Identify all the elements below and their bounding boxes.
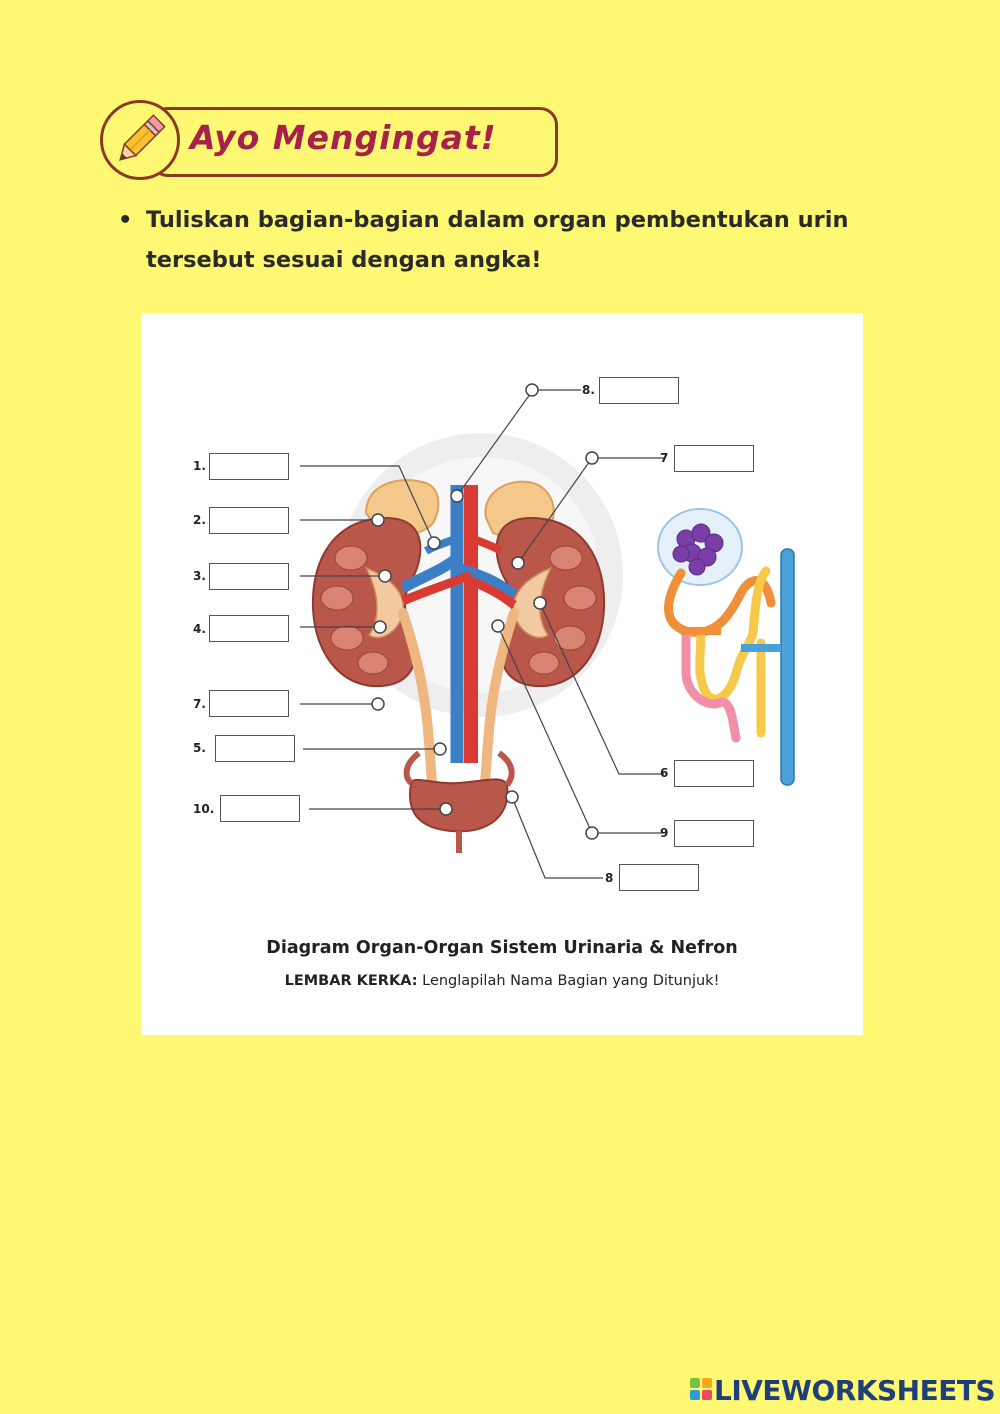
answer-box-1[interactable] <box>209 453 289 480</box>
caption-sub-bold: LEMBAR KERKA: <box>284 973 418 989</box>
diagram-illustration <box>141 313 863 1035</box>
answer-box-9[interactable] <box>674 820 754 847</box>
label-8: 8. <box>582 383 595 397</box>
nephron-illustration <box>658 509 794 785</box>
answer-box-2[interactable] <box>209 507 289 534</box>
answer-box-6[interactable] <box>674 760 754 787</box>
label-9: 9 <box>660 826 669 840</box>
answer-box-8[interactable] <box>599 377 679 404</box>
label-4: 4. <box>193 622 206 636</box>
label-6: 6 <box>660 766 669 780</box>
label-3: 3. <box>193 569 206 583</box>
label-7-left: 7. <box>193 697 206 711</box>
banner-icon-circle <box>100 100 180 180</box>
header-banner <box>100 100 560 180</box>
pencil-icon <box>103 103 177 177</box>
label-2: 2. <box>193 513 206 527</box>
label-10: 10. <box>193 802 215 816</box>
label-5: 5. <box>193 741 206 755</box>
answer-box-3[interactable] <box>209 563 289 590</box>
liveworksheets-logo-icon <box>690 1378 712 1400</box>
page-title: Ayo Mengingat! <box>190 118 497 157</box>
caption-sub-text: Lenglapilah Nama Bagian yang Ditunjuk! <box>417 973 720 989</box>
answer-box-5[interactable] <box>215 735 295 762</box>
answer-box-8-bottom[interactable] <box>619 864 699 891</box>
urinary-bladder <box>410 779 507 831</box>
label-7-right: 7 <box>660 451 669 465</box>
answer-box-7-left[interactable] <box>209 690 289 717</box>
label-8-bottom: 8 <box>605 871 614 885</box>
brand-name: LIVEWORKSHEETS <box>714 1374 996 1407</box>
diagram-caption-subtitle <box>141 973 863 989</box>
label-1: 1. <box>193 459 206 473</box>
answer-box-10[interactable] <box>220 795 300 822</box>
answer-box-7-right[interactable] <box>674 445 754 472</box>
urinary-system-diagram <box>141 313 863 1035</box>
instruction-text: Tuliskan bagian-bagian dalam organ pembentukan urin tersebut sesuai dengan angka! <box>146 207 849 273</box>
answer-box-4[interactable] <box>209 615 289 642</box>
bullet: • <box>118 207 133 233</box>
diagram-caption-title: Diagram Organ-Organ Sistem Urinaria & Nefron <box>266 938 738 958</box>
